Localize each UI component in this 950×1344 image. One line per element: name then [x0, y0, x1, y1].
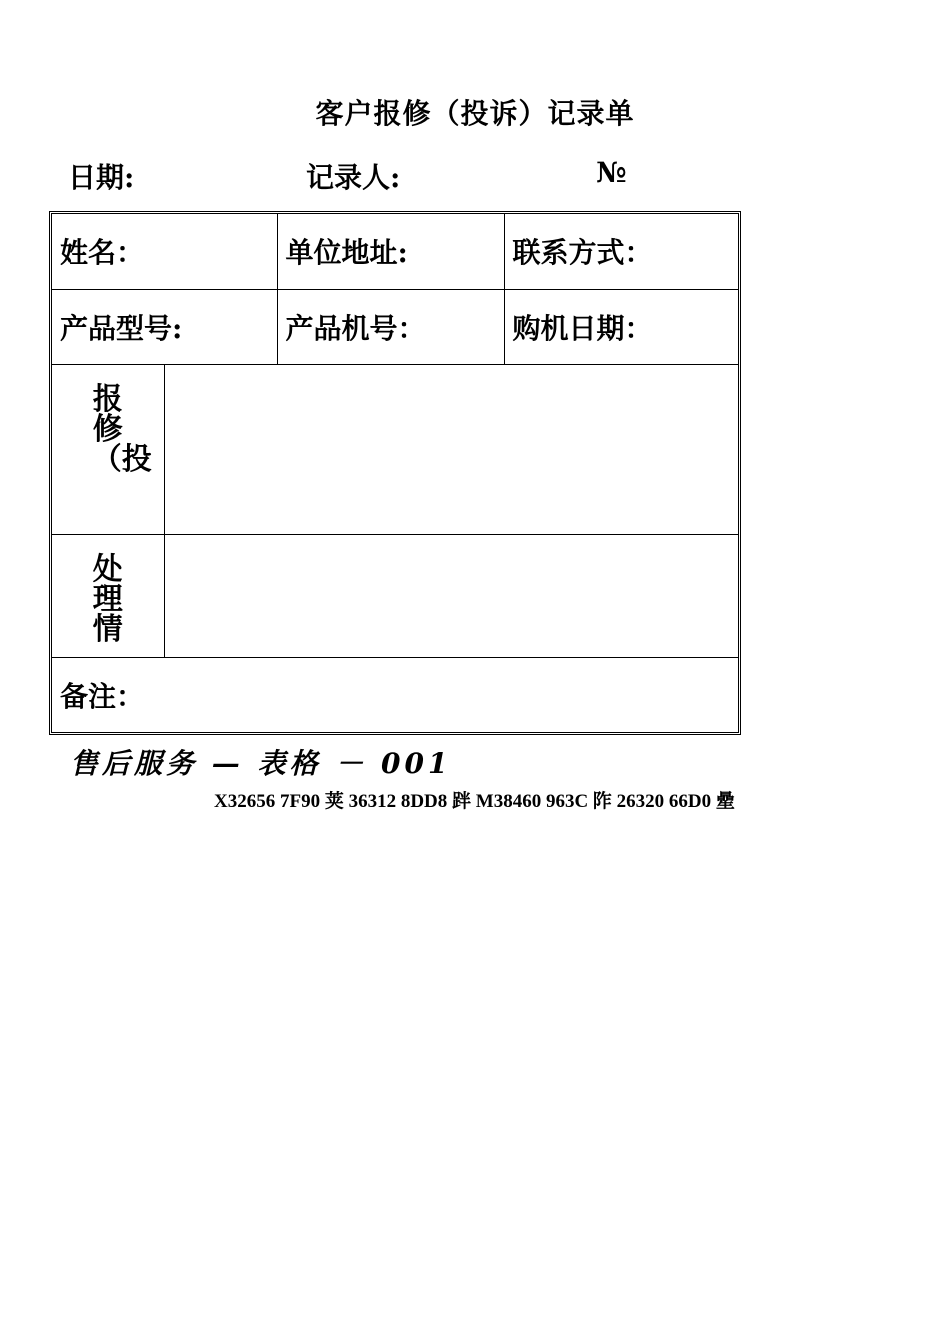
model-cell[interactable]	[52, 289, 277, 364]
address-label: 单位地址:	[285, 236, 408, 270]
form-row-remarks	[52, 657, 738, 732]
serial-label: 产品机号：	[285, 311, 426, 345]
form-row-customer	[52, 214, 738, 289]
date-label: 日期:	[68, 161, 135, 194]
name-label: 姓名：	[60, 236, 145, 270]
form-code-title: 售后服务 — 表格 － 001	[70, 747, 452, 780]
address-cell[interactable]	[277, 214, 504, 289]
model-label: 产品型号:	[60, 311, 183, 345]
contact-cell[interactable]	[504, 214, 738, 289]
form-row-handling	[52, 534, 738, 657]
form-row-product	[52, 289, 738, 364]
complaint-label-cell	[52, 364, 164, 534]
complaint-label: 报修（投	[91, 381, 152, 477]
record-form-table	[49, 211, 741, 735]
form-row-complaint	[52, 364, 738, 534]
record-number-label: №	[596, 156, 627, 189]
recorder-label: 记录人:	[306, 161, 401, 194]
name-cell[interactable]	[52, 214, 277, 289]
handling-content-cell[interactable]	[164, 534, 738, 657]
remarks-cell[interactable]	[52, 657, 738, 732]
document-title: 客户报修（投诉）记录单	[315, 97, 635, 130]
complaint-content-cell[interactable]	[164, 364, 738, 534]
serial-cell[interactable]	[277, 289, 504, 364]
remarks-label: 备注：	[60, 679, 145, 713]
purchase-date-label: 购机日期：	[512, 311, 653, 345]
handling-label: 处理情	[92, 551, 123, 647]
footer-code-line: X32656 7F90 荚 36312 8DD8 跘 M38460 963C 阼 26320 66D0 曐	[214, 791, 735, 812]
handling-label-cell	[52, 534, 164, 657]
contact-label: 联系方式：	[512, 236, 653, 270]
purchase-date-cell[interactable]	[504, 289, 738, 364]
